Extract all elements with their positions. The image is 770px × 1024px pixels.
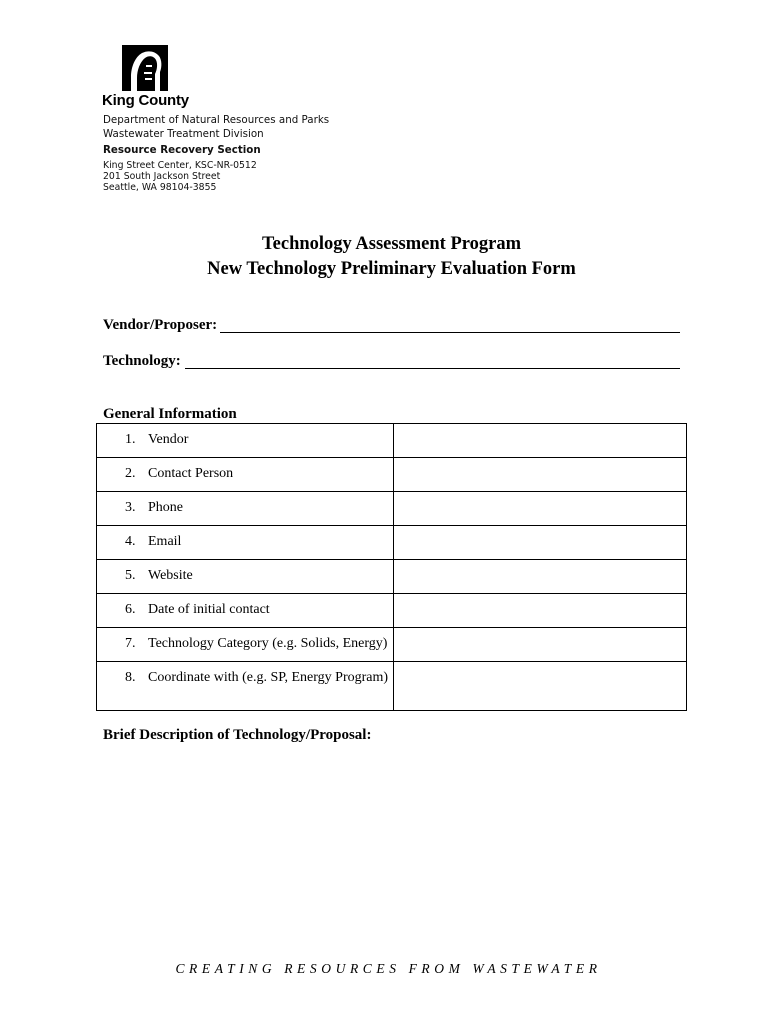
row-label-cell <box>97 526 394 560</box>
row-number: 2. <box>125 466 136 481</box>
row-label-cell <box>97 458 394 492</box>
row-label: Website <box>148 568 193 583</box>
row-label: Email <box>148 534 182 549</box>
row-label-cell <box>97 594 394 628</box>
coordinate-answer-cell[interactable] <box>394 662 687 711</box>
footer-tagline: CREATING RESOURCES FROM WASTEWATER <box>175 961 602 976</box>
row-label-cell <box>97 424 394 458</box>
table-row <box>97 662 687 711</box>
general-info-heading: General Information <box>103 406 237 422</box>
date-answer-cell[interactable] <box>394 594 687 628</box>
table-row <box>97 424 687 458</box>
table-row <box>97 594 687 628</box>
row-label: Vendor <box>148 432 189 447</box>
vendor-input-line[interactable] <box>220 332 680 333</box>
email-answer-cell[interactable] <box>394 526 687 560</box>
address-line-2: 201 South Jackson Street <box>103 171 221 182</box>
row-label-cell <box>97 628 394 662</box>
row-number: 3. <box>125 500 136 515</box>
row-number: 8. <box>125 670 136 685</box>
vendor-label: Vendor/Proposer: <box>103 317 218 333</box>
description-heading: Brief Description of Technology/Proposal: <box>103 727 372 743</box>
phone-answer-cell[interactable] <box>394 492 687 526</box>
row-number: 4. <box>125 534 136 549</box>
document-title: Technology Assessment Program <box>262 234 521 254</box>
row-label: Technology Category (e.g. Solids, Energy) <box>148 636 388 651</box>
department: Department of Natural Resources and Parks <box>103 114 330 126</box>
row-number: 7. <box>125 636 136 651</box>
table-row <box>97 628 687 662</box>
row-number: 6. <box>125 602 136 617</box>
row-label-cell <box>97 560 394 594</box>
row-number: 5. <box>125 568 136 583</box>
technology-input-line[interactable] <box>185 368 680 369</box>
website-answer-cell[interactable] <box>394 560 687 594</box>
table-row <box>97 560 687 594</box>
technology-label: Technology: <box>103 353 181 369</box>
row-label-cell <box>97 662 394 711</box>
table-row <box>97 526 687 560</box>
description-area[interactable] <box>103 750 683 940</box>
contact-person-answer-cell[interactable] <box>394 458 687 492</box>
row-label: Coordinate with (e.g. SP, Energy Program) <box>148 670 389 685</box>
org-name: King County <box>102 92 189 109</box>
address-line-3: Seattle, WA 98104-3855 <box>103 182 217 193</box>
general-info-table <box>96 423 687 711</box>
row-number: 1. <box>125 432 136 447</box>
row-label-cell <box>97 492 394 526</box>
vendor-answer-cell[interactable] <box>394 424 687 458</box>
table-row <box>97 458 687 492</box>
division: Wastewater Treatment Division <box>103 128 264 140</box>
address-line-1: King Street Center, KSC-NR-0512 <box>103 160 257 171</box>
document-subtitle: New Technology Preliminary Evaluation Form <box>207 259 576 279</box>
section: Resource Recovery Section <box>103 144 261 156</box>
category-answer-cell[interactable] <box>394 628 687 662</box>
row-label: Phone <box>148 500 183 515</box>
row-label: Contact Person <box>148 466 234 481</box>
king-county-logo-icon <box>122 45 168 91</box>
table-row <box>97 492 687 526</box>
row-label: Date of initial contact <box>148 602 270 617</box>
